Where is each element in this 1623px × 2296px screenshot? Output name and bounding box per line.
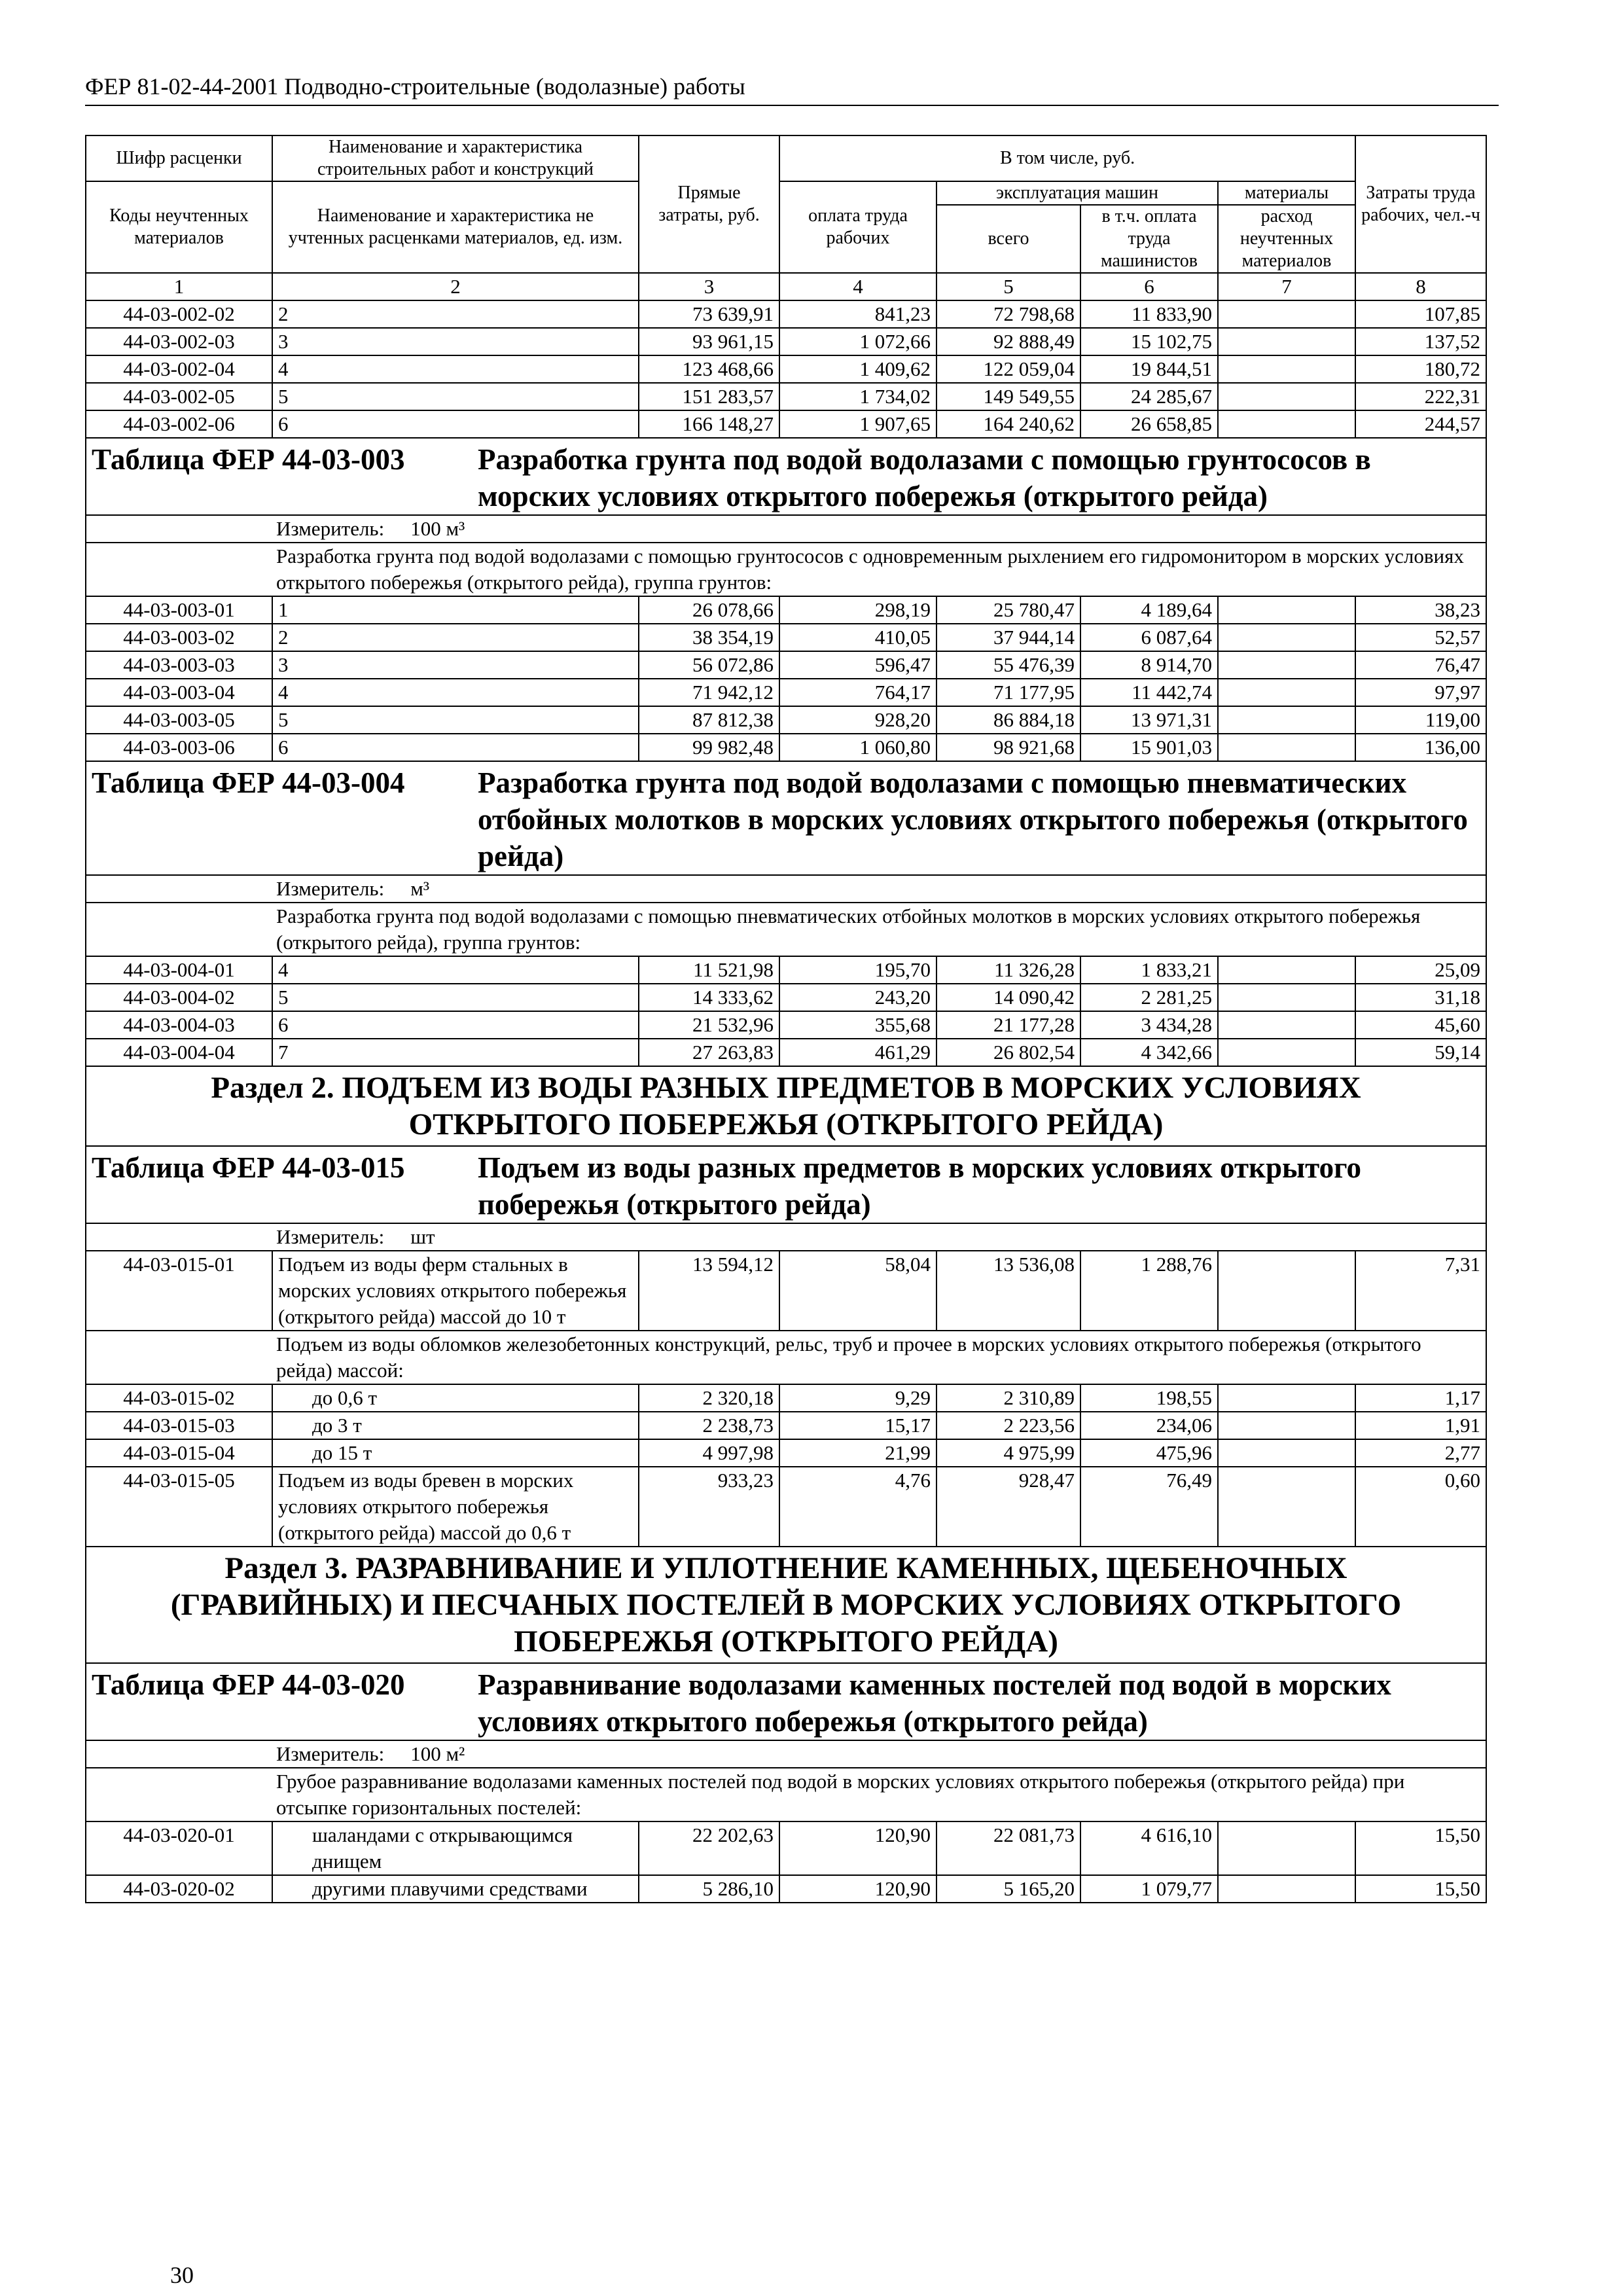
machines-cost: 72 798,68 bbox=[936, 300, 1080, 328]
col-num: 5 bbox=[936, 273, 1080, 300]
materials-cost bbox=[1218, 355, 1355, 383]
measure bbox=[86, 515, 1486, 543]
wages-cost: 355,68 bbox=[779, 1011, 936, 1039]
machinists-wages: 1 079,77 bbox=[1080, 1875, 1218, 1903]
col-incl-header: В том числе, руб. bbox=[779, 135, 1355, 181]
description-row bbox=[86, 1331, 1486, 1384]
table-row bbox=[86, 956, 1486, 984]
rate-name: 5 bbox=[272, 706, 639, 734]
labor-cost: 107,85 bbox=[1355, 300, 1486, 328]
rate-code: 44-03-002-04 bbox=[86, 355, 272, 383]
rate-name: до 15 т bbox=[272, 1439, 639, 1467]
wages-cost: 298,19 bbox=[779, 596, 936, 624]
rate-name: 6 bbox=[272, 1011, 639, 1039]
materials-cost bbox=[1218, 410, 1355, 438]
table-label: Таблица ФЕР 44-03-015 bbox=[92, 1151, 405, 1184]
measure-unit: шт bbox=[410, 1225, 435, 1248]
wages-cost: 1 060,80 bbox=[779, 734, 936, 761]
section-row bbox=[86, 1547, 1486, 1663]
machinists-wages: 11 442,74 bbox=[1080, 679, 1218, 706]
col-num: 6 bbox=[1080, 273, 1218, 300]
table-row bbox=[86, 1011, 1486, 1039]
measure-label: Измеритель: bbox=[276, 1742, 385, 1765]
table-row bbox=[86, 1384, 1486, 1412]
measure-row bbox=[86, 1223, 1486, 1251]
rate-code: 44-03-002-03 bbox=[86, 328, 272, 355]
description-row bbox=[86, 1768, 1486, 1821]
table-title-row bbox=[86, 438, 1486, 515]
materials-cost bbox=[1218, 1439, 1355, 1467]
wages-cost: 596,47 bbox=[779, 651, 936, 679]
rate-code: 44-03-003-02 bbox=[86, 624, 272, 651]
col-num: 8 bbox=[1355, 273, 1486, 300]
measure-row bbox=[86, 875, 1486, 903]
direct-cost: 93 961,15 bbox=[639, 328, 779, 355]
wages-cost: 120,90 bbox=[779, 1821, 936, 1875]
labor-cost: 1,17 bbox=[1355, 1384, 1486, 1412]
direct-cost: 38 354,19 bbox=[639, 624, 779, 651]
rate-code: 44-03-015-05 bbox=[86, 1467, 272, 1547]
measure bbox=[86, 875, 1486, 903]
direct-cost: 2 320,18 bbox=[639, 1384, 779, 1412]
rate-name: 6 bbox=[272, 734, 639, 761]
machines-cost: 4 975,99 bbox=[936, 1439, 1080, 1467]
direct-cost: 14 333,62 bbox=[639, 984, 779, 1011]
rate-code: 44-03-015-04 bbox=[86, 1439, 272, 1467]
machinists-wages: 4 616,10 bbox=[1080, 1821, 1218, 1875]
table-title bbox=[86, 761, 1486, 875]
table-row bbox=[86, 410, 1486, 438]
direct-cost: 22 202,63 bbox=[639, 1821, 779, 1875]
rate-name: шаландами с открывающимся днищем bbox=[272, 1821, 639, 1875]
table-title bbox=[86, 1146, 1486, 1223]
machinists-wages: 4 189,64 bbox=[1080, 596, 1218, 624]
rate-code: 44-03-002-02 bbox=[86, 300, 272, 328]
wages-cost: 764,17 bbox=[779, 679, 936, 706]
col-num: 2 bbox=[272, 273, 639, 300]
direct-cost: 21 532,96 bbox=[639, 1011, 779, 1039]
labor-cost: 137,52 bbox=[1355, 328, 1486, 355]
description-row bbox=[86, 903, 1486, 956]
wages-cost: 1 409,62 bbox=[779, 355, 936, 383]
wages-cost: 1 072,66 bbox=[779, 328, 936, 355]
wages-cost: 1 907,65 bbox=[779, 410, 936, 438]
table-title-row bbox=[86, 761, 1486, 875]
machines-cost: 149 549,55 bbox=[936, 383, 1080, 410]
labor-cost: 15,50 bbox=[1355, 1875, 1486, 1903]
machinists-wages: 19 844,51 bbox=[1080, 355, 1218, 383]
page-header: ФЕР 81-02-44-2001 Подводно-строительные (водолазные) работы bbox=[85, 72, 1499, 106]
machines-cost: 92 888,49 bbox=[936, 328, 1080, 355]
labor-cost: 7,31 bbox=[1355, 1251, 1486, 1331]
wages-cost: 928,20 bbox=[779, 706, 936, 734]
machinists-wages: 475,96 bbox=[1080, 1439, 1218, 1467]
group-description: Разработка грунта под водой водолазами с помощью пневматических отбойных молотков в морских условиях открытого побережья (открытого рейда), группа грунтов: bbox=[86, 903, 1486, 956]
machinists-wages: 15 901,03 bbox=[1080, 734, 1218, 761]
col-num: 4 bbox=[779, 273, 936, 300]
section-title: Раздел 2. ПОДЪЕМ ИЗ ВОДЫ РАЗНЫХ ПРЕДМЕТОВ В МОРСКИХ УСЛОВИЯХ ОТКРЫТОГО ПОБЕРЕЖЬЯ (ОТКРЫТОГО РЕЙДА) bbox=[86, 1066, 1486, 1146]
table-row bbox=[86, 679, 1486, 706]
rate-name: другими плавучими средствами bbox=[272, 1875, 639, 1903]
materials-cost bbox=[1218, 300, 1355, 328]
labor-cost: 76,47 bbox=[1355, 651, 1486, 679]
materials-cost bbox=[1218, 1011, 1355, 1039]
wages-cost: 243,20 bbox=[779, 984, 936, 1011]
rate-code: 44-03-003-03 bbox=[86, 651, 272, 679]
measure-row bbox=[86, 515, 1486, 543]
rate-name: 2 bbox=[272, 624, 639, 651]
materials-cost bbox=[1218, 1384, 1355, 1412]
rate-code: 44-03-020-02 bbox=[86, 1875, 272, 1903]
machines-cost: 11 326,28 bbox=[936, 956, 1080, 984]
wages-cost: 58,04 bbox=[779, 1251, 936, 1331]
labor-cost: 31,18 bbox=[1355, 984, 1486, 1011]
machines-cost: 37 944,14 bbox=[936, 624, 1080, 651]
group-description: Разработка грунта под водой водолазами с помощью грунтососов с одновременным рыхлением его гидромонитором в морских условиях открытого побережья (открытого рейда), группа грунтов: bbox=[86, 543, 1486, 596]
measure bbox=[86, 1740, 1486, 1768]
table-row bbox=[86, 651, 1486, 679]
wages-cost: 195,70 bbox=[779, 956, 936, 984]
machines-cost: 13 536,08 bbox=[936, 1251, 1080, 1331]
machines-cost: 928,47 bbox=[936, 1467, 1080, 1547]
rate-code: 44-03-004-02 bbox=[86, 984, 272, 1011]
machines-cost: 2 223,56 bbox=[936, 1412, 1080, 1439]
table-row bbox=[86, 1467, 1486, 1547]
table-row bbox=[86, 706, 1486, 734]
col-num: 7 bbox=[1218, 273, 1355, 300]
col-name-header: Наименование и характеристика строительных работ и конструкций bbox=[272, 135, 639, 181]
col-direct-header: Прямые затраты, руб. bbox=[639, 135, 779, 273]
col-labor-header: Затраты труда рабочих, чел.-ч bbox=[1355, 135, 1486, 273]
col-kody-header: Коды неучтенных материалов bbox=[86, 181, 272, 273]
direct-cost: 5 286,10 bbox=[639, 1875, 779, 1903]
materials-cost bbox=[1218, 984, 1355, 1011]
col-machines-header: эксплуатация машин bbox=[936, 181, 1218, 205]
rate-name: 3 bbox=[272, 328, 639, 355]
labor-cost: 25,09 bbox=[1355, 956, 1486, 984]
machines-cost: 21 177,28 bbox=[936, 1011, 1080, 1039]
machinists-wages: 76,49 bbox=[1080, 1467, 1218, 1547]
direct-cost: 11 521,98 bbox=[639, 956, 779, 984]
direct-cost: 933,23 bbox=[639, 1467, 779, 1547]
direct-cost: 166 148,27 bbox=[639, 410, 779, 438]
table-title-text: Разравнивание водолазами каменных постелей под водой в морских условиях открытого побережья (открытого рейда) bbox=[478, 1668, 1391, 1738]
machines-cost: 71 177,95 bbox=[936, 679, 1080, 706]
labor-cost: 0,60 bbox=[1355, 1467, 1486, 1547]
machines-cost: 122 059,04 bbox=[936, 355, 1080, 383]
table-row bbox=[86, 355, 1486, 383]
rate-code: 44-03-015-02 bbox=[86, 1384, 272, 1412]
machinists-wages: 1 288,76 bbox=[1080, 1251, 1218, 1331]
labor-cost: 136,00 bbox=[1355, 734, 1486, 761]
rate-name: 4 bbox=[272, 679, 639, 706]
col-materials-header: материалы bbox=[1218, 181, 1355, 205]
table-row bbox=[86, 1039, 1486, 1066]
wages-cost: 1 734,02 bbox=[779, 383, 936, 410]
table-row bbox=[86, 1412, 1486, 1439]
rate-name: 4 bbox=[272, 355, 639, 383]
table-row bbox=[86, 984, 1486, 1011]
table-row bbox=[86, 328, 1486, 355]
header-row-1 bbox=[86, 135, 1486, 181]
page-number: 30 bbox=[170, 2262, 194, 2288]
labor-cost: 222,31 bbox=[1355, 383, 1486, 410]
direct-cost: 27 263,83 bbox=[639, 1039, 779, 1066]
table-row bbox=[86, 1251, 1486, 1331]
direct-cost: 26 078,66 bbox=[639, 596, 779, 624]
labor-cost: 244,57 bbox=[1355, 410, 1486, 438]
rate-code: 44-03-015-01 bbox=[86, 1251, 272, 1331]
table-row bbox=[86, 300, 1486, 328]
materials-cost bbox=[1218, 1412, 1355, 1439]
labor-cost: 2,77 bbox=[1355, 1439, 1486, 1467]
rate-code: 44-03-003-04 bbox=[86, 679, 272, 706]
table-title-text: Подъем из воды разных предметов в морских условиях открытого побережья (открытого рейда) bbox=[478, 1151, 1361, 1221]
table-title-text: Разработка грунта под водой водолазами с помощью пневматических отбойных молотков в морских условиях открытого побережья (открытого рейда) bbox=[478, 766, 1468, 872]
measure bbox=[86, 1223, 1486, 1251]
materials-cost bbox=[1218, 624, 1355, 651]
table-title-text: Разработка грунта под водой водолазами с помощью грунтососов в морских условиях открытого побережья (открытого рейда) bbox=[478, 443, 1371, 512]
section-title: Раздел 3. РАЗРАВНИВАНИЕ И УПЛОТНЕНИЕ КАМЕННЫХ, ЩЕБЕНОЧНЫХ (ГРАВИЙНЫХ) И ПЕСЧАНЫХ ПОСТЕЛЕЙ В МОРСКИХ УСЛОВИЯХ ОТКРЫТОГО ПОБЕРЕЖЬЯ (ОТКРЫТОГО РЕЙДА) bbox=[86, 1547, 1486, 1663]
table-row bbox=[86, 734, 1486, 761]
header-row-2 bbox=[86, 181, 1486, 205]
machinists-wages: 8 914,70 bbox=[1080, 651, 1218, 679]
table-row bbox=[86, 383, 1486, 410]
table-body bbox=[86, 135, 1486, 1903]
labor-cost: 52,57 bbox=[1355, 624, 1486, 651]
direct-cost: 99 982,48 bbox=[639, 734, 779, 761]
col-total-header: всего bbox=[936, 205, 1080, 273]
table-title bbox=[86, 1663, 1486, 1740]
materials-cost bbox=[1218, 1875, 1355, 1903]
materials-cost bbox=[1218, 706, 1355, 734]
rate-name: Подъем из воды бревен в морских условиях открытого побережья (открытого рейда) массой до 0,6 т bbox=[272, 1467, 639, 1547]
machines-cost: 5 165,20 bbox=[936, 1875, 1080, 1903]
wages-cost: 120,90 bbox=[779, 1875, 936, 1903]
rate-name: 5 bbox=[272, 383, 639, 410]
materials-cost bbox=[1218, 1039, 1355, 1066]
direct-cost: 87 812,38 bbox=[639, 706, 779, 734]
machines-cost: 86 884,18 bbox=[936, 706, 1080, 734]
table-row bbox=[86, 1875, 1486, 1903]
col-shifr-header: Шифр расценки bbox=[86, 135, 272, 181]
machinists-wages: 234,06 bbox=[1080, 1412, 1218, 1439]
rate-name: Подъем из воды ферм стальных в морских условиях открытого побережья (открытого рейда) массой до 10 т bbox=[272, 1251, 639, 1331]
col-num: 3 bbox=[639, 273, 779, 300]
machinists-wages: 11 833,90 bbox=[1080, 300, 1218, 328]
table-title-row bbox=[86, 1663, 1486, 1740]
wages-cost: 461,29 bbox=[779, 1039, 936, 1066]
wages-cost: 21,99 bbox=[779, 1439, 936, 1467]
rate-name: 1 bbox=[272, 596, 639, 624]
rate-code: 44-03-003-06 bbox=[86, 734, 272, 761]
materials-cost bbox=[1218, 383, 1355, 410]
machines-cost: 14 090,42 bbox=[936, 984, 1080, 1011]
rate-name: 2 bbox=[272, 300, 639, 328]
measure-label: Измеритель: bbox=[276, 517, 385, 540]
wages-cost: 15,17 bbox=[779, 1412, 936, 1439]
machinists-wages: 13 971,31 bbox=[1080, 706, 1218, 734]
rate-code: 44-03-002-05 bbox=[86, 383, 272, 410]
rate-code: 44-03-004-01 bbox=[86, 956, 272, 984]
section-row bbox=[86, 1066, 1486, 1146]
machines-cost: 2 310,89 bbox=[936, 1384, 1080, 1412]
direct-cost: 151 283,57 bbox=[639, 383, 779, 410]
description-row bbox=[86, 543, 1486, 596]
col-consumption-header: расход неучтенных материалов bbox=[1218, 205, 1355, 273]
materials-cost bbox=[1218, 596, 1355, 624]
direct-cost: 71 942,12 bbox=[639, 679, 779, 706]
materials-cost bbox=[1218, 651, 1355, 679]
machinists-wages: 24 285,67 bbox=[1080, 383, 1218, 410]
measure-label: Измеритель: bbox=[276, 877, 385, 900]
rate-code: 44-03-015-03 bbox=[86, 1412, 272, 1439]
machinists-wages: 6 087,64 bbox=[1080, 624, 1218, 651]
wages-cost: 410,05 bbox=[779, 624, 936, 651]
wages-cost: 841,23 bbox=[779, 300, 936, 328]
col-incl-wages-header: в т.ч. оплата труда машинистов bbox=[1080, 205, 1218, 273]
materials-cost bbox=[1218, 1821, 1355, 1875]
group-description: Грубое разравнивание водолазами каменных постелей под водой в морских условиях открытого побережья (открытого рейда) при отсыпке горизонтальных постелей: bbox=[86, 1768, 1486, 1821]
table-row bbox=[86, 624, 1486, 651]
labor-cost: 1,91 bbox=[1355, 1412, 1486, 1439]
col-name-unacc-header: Наименование и характеристика не учтенных расценками материалов, ед. изм. bbox=[272, 181, 639, 273]
materials-cost bbox=[1218, 1467, 1355, 1547]
rate-name: 4 bbox=[272, 956, 639, 984]
rate-name: 6 bbox=[272, 410, 639, 438]
rate-name: до 0,6 т bbox=[272, 1384, 639, 1412]
machinists-wages: 1 833,21 bbox=[1080, 956, 1218, 984]
rate-code: 44-03-004-04 bbox=[86, 1039, 272, 1066]
wages-cost: 9,29 bbox=[779, 1384, 936, 1412]
table-title-row bbox=[86, 1146, 1486, 1223]
labor-cost: 180,72 bbox=[1355, 355, 1486, 383]
table-label: Таблица ФЕР 44-03-004 bbox=[92, 766, 405, 799]
rate-code: 44-03-002-06 bbox=[86, 410, 272, 438]
direct-cost: 73 639,91 bbox=[639, 300, 779, 328]
machinists-wages: 26 658,85 bbox=[1080, 410, 1218, 438]
col-num: 1 bbox=[86, 273, 272, 300]
measure-label: Измеритель: bbox=[276, 1225, 385, 1248]
machines-cost: 22 081,73 bbox=[936, 1821, 1080, 1875]
rate-code: 44-03-020-01 bbox=[86, 1821, 272, 1875]
table-title bbox=[86, 438, 1486, 515]
table-row bbox=[86, 1821, 1486, 1875]
direct-cost: 13 594,12 bbox=[639, 1251, 779, 1331]
rate-name: до 3 т bbox=[272, 1412, 639, 1439]
direct-cost: 56 072,86 bbox=[639, 651, 779, 679]
table-row bbox=[86, 1439, 1486, 1467]
materials-cost bbox=[1218, 956, 1355, 984]
rate-name: 3 bbox=[272, 651, 639, 679]
rate-name: 7 bbox=[272, 1039, 639, 1066]
document-page bbox=[85, 72, 1499, 2288]
machines-cost: 26 802,54 bbox=[936, 1039, 1080, 1066]
labor-cost: 97,97 bbox=[1355, 679, 1486, 706]
machinists-wages: 3 434,28 bbox=[1080, 1011, 1218, 1039]
wages-cost: 4,76 bbox=[779, 1467, 936, 1547]
table-row bbox=[86, 596, 1486, 624]
machines-cost: 98 921,68 bbox=[936, 734, 1080, 761]
table-label: Таблица ФЕР 44-03-003 bbox=[92, 443, 405, 476]
machines-cost: 25 780,47 bbox=[936, 596, 1080, 624]
machinists-wages: 4 342,66 bbox=[1080, 1039, 1218, 1066]
rate-code: 44-03-003-05 bbox=[86, 706, 272, 734]
direct-cost: 4 997,98 bbox=[639, 1439, 779, 1467]
table-label: Таблица ФЕР 44-03-020 bbox=[92, 1668, 405, 1701]
direct-cost: 123 468,66 bbox=[639, 355, 779, 383]
col-wages-header: оплата труда рабочих bbox=[779, 181, 936, 273]
measure-row bbox=[86, 1740, 1486, 1768]
column-numbers-row bbox=[86, 273, 1486, 300]
labor-cost: 59,14 bbox=[1355, 1039, 1486, 1066]
rates-table bbox=[85, 135, 1487, 1903]
labor-cost: 15,50 bbox=[1355, 1821, 1486, 1875]
machinists-wages: 2 281,25 bbox=[1080, 984, 1218, 1011]
materials-cost bbox=[1218, 679, 1355, 706]
rate-name: 5 bbox=[272, 984, 639, 1011]
materials-cost bbox=[1218, 734, 1355, 761]
measure-unit: м³ bbox=[410, 877, 430, 900]
rate-code: 44-03-004-03 bbox=[86, 1011, 272, 1039]
machinists-wages: 198,55 bbox=[1080, 1384, 1218, 1412]
measure-unit: 100 м³ bbox=[410, 517, 465, 540]
rate-code: 44-03-003-01 bbox=[86, 596, 272, 624]
group-description: Подъем из воды обломков железобетонных конструкций, рельс, труб и прочее в морских условиях открытого побережья (открытого рейда) массой: bbox=[86, 1331, 1486, 1384]
measure-unit: 100 м² bbox=[410, 1742, 465, 1765]
machines-cost: 164 240,62 bbox=[936, 410, 1080, 438]
machinists-wages: 15 102,75 bbox=[1080, 328, 1218, 355]
materials-cost bbox=[1218, 328, 1355, 355]
materials-cost bbox=[1218, 1251, 1355, 1331]
machines-cost: 55 476,39 bbox=[936, 651, 1080, 679]
labor-cost: 45,60 bbox=[1355, 1011, 1486, 1039]
labor-cost: 38,23 bbox=[1355, 596, 1486, 624]
labor-cost: 119,00 bbox=[1355, 706, 1486, 734]
direct-cost: 2 238,73 bbox=[639, 1412, 779, 1439]
